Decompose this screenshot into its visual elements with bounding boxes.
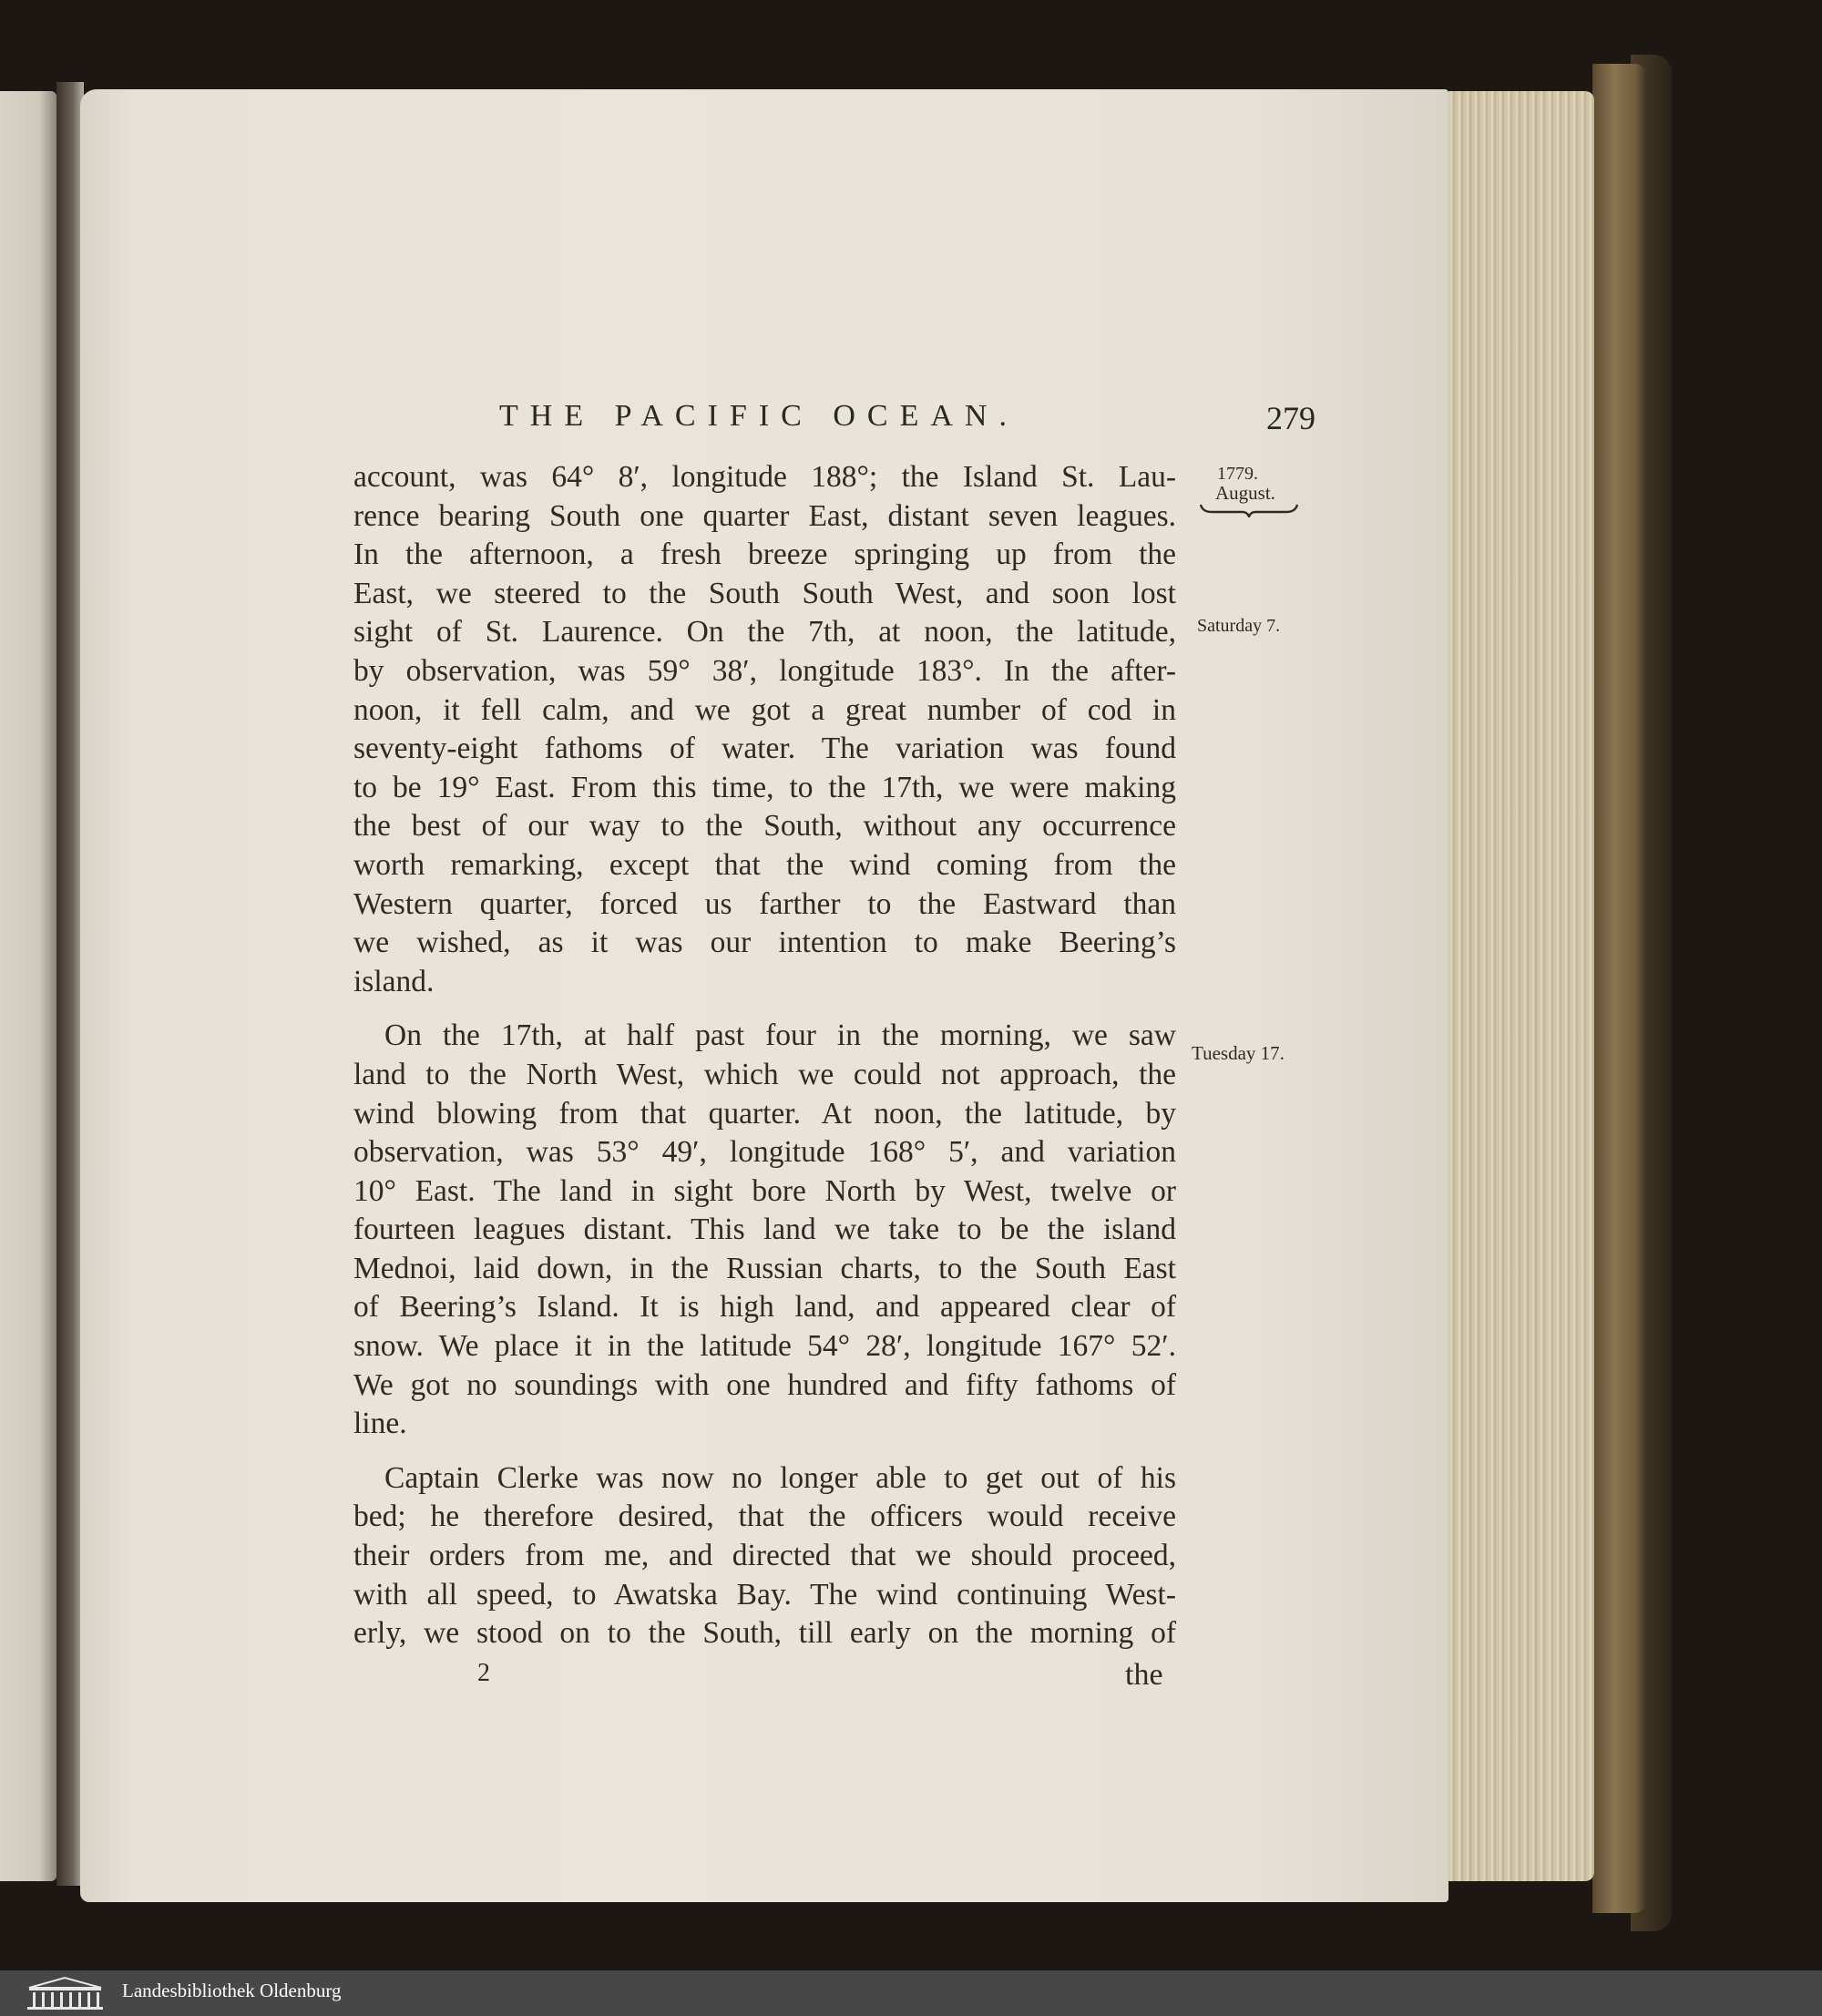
text-line: On the 17th, at half past four in the morning, we saw	[384, 1018, 1176, 1053]
text-line: 10° East. The land in sight bore North by West, twelve or	[353, 1173, 1176, 1208]
margin-date-tuesday: Tuesday 17.	[1192, 1042, 1285, 1064]
margin-year: 1779.	[1217, 464, 1258, 484]
margin-brace-icon	[1199, 501, 1299, 517]
text-line: account, was 64° 8′, longitude 188°; the Island St. Lau-	[353, 460, 1176, 494]
text-line: erly, we stood on to the South, till early on the morning of	[353, 1616, 1176, 1651]
text-line: worth remarking, except that the wind coming from the	[353, 847, 1176, 882]
text-line: land to the North West, which we could not approach, the	[353, 1057, 1176, 1091]
text-line: observation, was 53° 49′, longitude 168° 5′, and variation	[353, 1135, 1176, 1170]
library-name: Landesbibliothek Oldenburg	[122, 1980, 342, 2001]
text-line: rence bearing South one quarter East, distant seven leagues.	[353, 498, 1176, 533]
text-line: we wished, as it was our intention to make Beering’s	[353, 926, 1176, 960]
margin-month: August.	[1215, 482, 1275, 504]
text-line: to be 19° East. From this time, to the 17th, we were making	[353, 770, 1176, 804]
text-line: by observation, was 59° 38′, longitude 183°. In the after-	[353, 653, 1176, 688]
text-line: We got no soundings with one hundred and fifty fathoms of	[353, 1367, 1176, 1402]
text-line: fourteen leagues distant. This land we take to be the island	[353, 1213, 1176, 1247]
text-line: line.	[353, 1407, 407, 1441]
footer-bar	[0, 1970, 1822, 2016]
text-line: Captain Clerke was now no longer able to get out of his	[384, 1460, 1176, 1495]
book-cover-edge	[1592, 64, 1647, 1913]
page-edges	[1448, 91, 1594, 1881]
text-line: with all speed, to Awatska Bay. The wind continuing West-	[353, 1577, 1176, 1612]
text-line: In the afternoon, a fresh breeze springing up from the	[353, 537, 1176, 572]
library-building-icon	[22, 1975, 108, 2011]
text-line: Western quarter, forced us farther to the Eastward than	[353, 886, 1176, 921]
text-line: of Beering’s Island. It is high land, and appeared clear of	[353, 1290, 1176, 1325]
margin-date-saturday: Saturday 7.	[1197, 616, 1281, 636]
paragraph-gap	[353, 1444, 1176, 1459]
catchword: the	[1125, 1658, 1163, 1692]
text-line: snow. We place it in the latitude 54° 28′, longitude 167° 52′.	[353, 1329, 1176, 1364]
text-line: bed; he therefore desired, that the officers would receive	[353, 1499, 1176, 1534]
text-line: East, we steered to the South South West, and soon lost	[353, 576, 1176, 610]
body-text	[353, 458, 1176, 1653]
text-line: the best of our way to the South, without any occurrence	[353, 809, 1176, 844]
page-number: 279	[1266, 400, 1315, 436]
paragraph-gap	[353, 1001, 1176, 1017]
text-line: Mednoi, laid down, in the Russian charts, to the South East	[353, 1251, 1176, 1285]
text-line: seventy-eight fathoms of water. The variation was found	[353, 732, 1176, 766]
right-page	[80, 89, 1448, 1902]
running-head-title: THE PACIFIC OCEAN.	[499, 399, 1018, 433]
text-line: island.	[353, 964, 435, 998]
signature-mark: 2	[477, 1659, 490, 1687]
running-head	[80, 399, 1356, 435]
left-page-edge	[0, 91, 56, 1881]
text-line: sight of St. Laurence. On the 7th, at noon, the latitude,	[353, 615, 1176, 650]
text-line: wind blowing from that quarter. At noon, the latitude, by	[353, 1096, 1176, 1131]
text-line: their orders from me, and directed that we should proceed,	[353, 1539, 1176, 1573]
text-line: noon, it fell calm, and we got a great number of cod in	[353, 692, 1176, 727]
